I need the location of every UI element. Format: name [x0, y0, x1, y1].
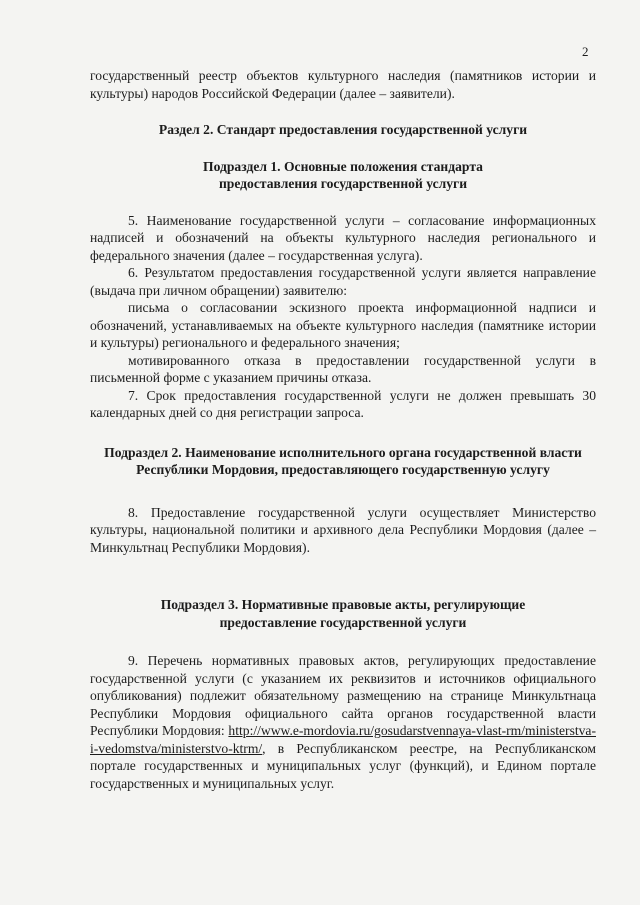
- paragraph-8: 8. Предоставление государственной услуги осуществляет Министерство культуры, национальной политики и архивного дела Республики Мордовия (далее – Минкультнац Республики Мордовия).: [90, 504, 596, 555]
- document-body: [90, 67, 596, 792]
- subsection-1-title-line2: предоставления государственной услуги: [218, 176, 468, 191]
- paragraph-6-item-2: мотивированного отказа в предоставлении государственной услуги в письменной форме с указанием причины отказа.: [90, 352, 596, 385]
- subsection-1-title: [90, 158, 596, 193]
- subsection-2-title: Подраздел 2. Наименование исполнительного органа государственной власти Республики Мордовия, предоставляющего государственную услугу: [104, 444, 582, 477]
- paragraph-9: [90, 652, 596, 792]
- paragraph-6: 6. Результатом предоставления государственной услуги является направление (выдача при личном обращении) заявителю:: [90, 265, 596, 298]
- page-number: 2: [582, 44, 589, 59]
- intro-paragraph: государственный реестр объектов культурного наследия (памятников истории и культуры) народов Российской Федерации (далее – заявители).: [90, 68, 596, 101]
- subsection-3-title: [90, 596, 596, 631]
- ministry-website-link[interactable]: http://www.e-mordovia.ru/gosudarstvennaya-vlast-rm/ministerstva-i-vedomstva/ministerstvo-ktrm/: [90, 723, 596, 756]
- paragraph-9-text-end: , в Республиканском реестре, на Республиканском портале государственных и муниципальных услуг (функций), и Едином портале государственных и муниципальных услуг.: [90, 740, 596, 791]
- subsection-3-title-line2: предоставление государственной услуги: [219, 614, 467, 630]
- paragraph-7: 7. Срок предоставления государственной услуги не должен превышать 30 календарных дней со дня регистрации запроса.: [90, 387, 596, 420]
- subsection-1-title-line1: Подраздел 1. Основные положения стандарта: [203, 158, 483, 174]
- paragraph-6-item-1: письма о согласовании эскизного проекта информационной надписи и обозначений, устанавливаемых на объекте культурного наследия (памятнике истории и культуры) регионального и федерального значения;: [90, 300, 596, 350]
- subsection-3-title-line1: Подраздел 3. Нормативные правовые акты, регулирующие: [160, 597, 526, 612]
- paragraph-9-text-start: 9. Перечень нормативных правовых актов, регулирующих предоставление государственной услуги (с указанием их реквизитов и источников официального опубликования) подлежит обязательному размещению на странице Минкультнаца Республики Мордовия официального сайта органов государственной власти Республики Мордовия:: [90, 653, 596, 738]
- paragraph-5: 5. Наименование государственной услуги – согласование информационных надписей и обозначений на объекты культурного наследия регионального и федерального значения (далее – государственная услуга).: [90, 212, 596, 263]
- section-title: Раздел 2. Стандарт предоставления государственной услуги: [158, 122, 528, 137]
